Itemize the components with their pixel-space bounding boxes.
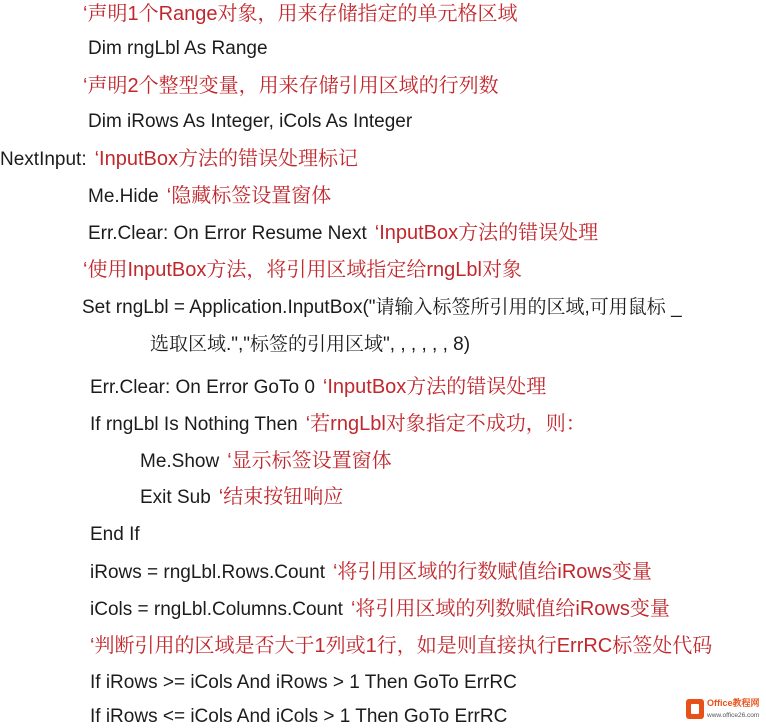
code-text: If iRows <= iCols And iCols > 1 Then GoTo ErrRC [90,706,508,727]
code-line [90,672,517,694]
comment-text: ‘InputBox方法的错误处理 [322,376,547,398]
code-line [83,259,522,281]
office-logo-icon [686,699,704,719]
code-line [0,148,358,170]
code-line [88,38,268,60]
code-line-continuation [150,334,470,356]
code-text: Exit Sub [140,487,211,508]
site-watermark [684,694,764,726]
code-line [82,297,682,319]
code-line [88,185,331,207]
code-line [90,706,507,728]
code-line [140,450,392,472]
code-line [90,598,670,620]
code-line [90,413,586,435]
code-line [90,635,712,657]
comment-text: ‘将引用区域的行数赋值给iRows变量 [332,561,652,583]
comment-text: ‘使用InputBox方法，将引用区域指定给rngLbl对象 [83,259,522,281]
comment-text: ‘若rngLbl对象指定不成功，则： [305,413,586,435]
comment-text: ‘InputBox方法的错误处理 [374,222,599,244]
comment-text: ‘结束按钮响应 [218,486,344,508]
code-text: Set rngLbl = Application.InputBox("请输入标签所引用的区域,可用鼠标 _ [82,297,682,318]
code-text: iCols = rngLbl.Columns.Count [90,599,343,620]
comment-text: ‘隐藏标签设置窗体 [166,185,332,207]
comment-text: ‘将引用区域的列数赋值给iRows变量 [350,598,670,620]
code-text: Me.Show [140,451,220,472]
code-text: Me.Hide [88,186,159,207]
code-text: Err.Clear: On Error Resume Next [88,223,367,244]
code-text: Dim iRows As Integer, iCols As Integer [88,111,413,132]
code-text: End If [90,524,140,545]
watermark-url: www.office26.com [707,712,760,719]
comment-text: ‘声明2个整型变量，用来存储引用区域的行列数 [83,75,499,97]
code-line [83,3,518,25]
code-text: 选取区域.","标签的引用区域", , , , , , 8) [150,334,471,355]
watermark-brand: Office教程网 [707,698,760,708]
code-line [88,111,412,133]
code-text: If iRows >= iCols And iRows > 1 Then GoTo ErrRC [90,672,517,693]
code-line [140,486,343,508]
code-line [90,376,546,398]
comment-text: ‘InputBox方法的错误处理标记 [94,148,358,170]
code-line [90,561,652,583]
code-text: Dim rngLbl As Range [88,38,268,59]
code-line [88,222,598,244]
code-line [83,75,499,97]
code-text: If rngLbl Is Nothing Then [90,414,298,435]
label-text: NextInput: [0,149,87,170]
comment-text: ‘声明1个Range对象，用来存储指定的单元格区域 [83,3,518,25]
comment-text: ‘判断引用的区域是否大于1列或1行，如是则直接执行ErrRC标签处代码 [90,635,713,657]
code-text: iRows = rngLbl.Rows.Count [90,562,325,583]
code-line [90,524,140,546]
comment-text: ‘显示标签设置窗体 [227,450,392,472]
code-text: Err.Clear: On Error GoTo 0 [90,377,315,398]
